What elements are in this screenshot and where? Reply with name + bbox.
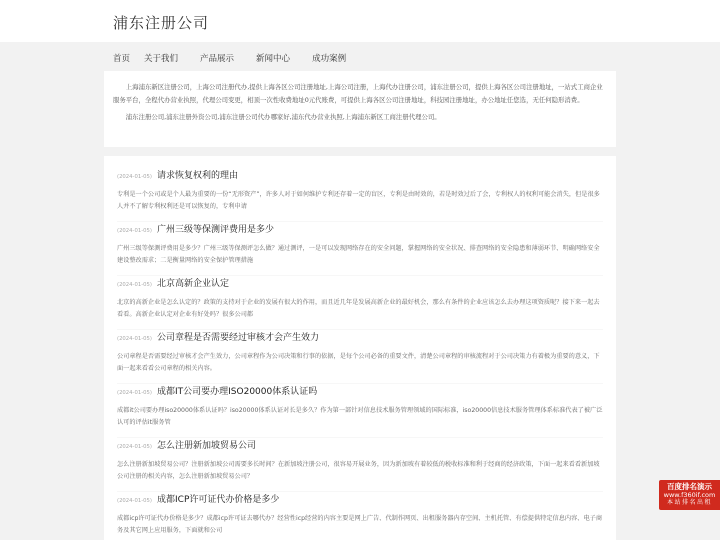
nav-home[interactable]: 首页 xyxy=(113,54,131,64)
article-date: (2024-01-05) xyxy=(117,444,152,450)
badge-line-3: 本站排名出租 xyxy=(666,499,712,506)
article-summary: 公司章程是否需要经过审核才会产生效力，公司章程作为公司决策和行事的依据，是每个公司必备的重要文件，清楚公司章程的审核流程对于公司决策力有着极为重要的意义，下面一起来看看公司章程的相关内容。 xyxy=(117,353,600,372)
article-date: (2024-01-05) xyxy=(117,498,152,504)
article-title-link[interactable]: 怎么注册新加坡贸易公司 xyxy=(157,441,257,451)
badge-url: www.f360if.com xyxy=(663,491,716,499)
article-summary: 成都icp许可证代办价格是多少？成都icp许可证去哪代办？经营性icp经营的内容主要是网上广告、代制作网页、出租服务器内存空间、主机托管、有偿提供特定信息内容、电子商务及其它网上应用服务，下面就和公司 xyxy=(117,515,603,534)
article-date: (2024-01-05) xyxy=(117,228,152,234)
header-bar xyxy=(0,0,720,42)
article-title-link[interactable]: 北京高新企业认定 xyxy=(157,279,230,289)
article-title-link[interactable]: 公司章程是否需要经过审核才会产生效力 xyxy=(157,333,320,343)
intro-paragraph: 上海浦东新区注册公司，上海公司注册代办,提供上海各区公司注册地址,上海公司注册，上海代办注册公司，浦东注册公司，提供上海各区公司注册地址，一站式工商企业服务平台，全程代办营业执照，代理公司变更，相顶一次性收费地址0元代账费，可提供上海各区公司注册地址，科技园注册地址，办公地址任您选，无任何隐形消费。 xyxy=(113,83,603,104)
article-title-link[interactable]: 请求恢复权利的理由 xyxy=(157,171,239,181)
nav-cases[interactable]: 成功案例 xyxy=(312,54,347,64)
article-title-link[interactable]: 广州三级等保测评费用是多少 xyxy=(157,225,275,235)
intro-keywords: 浦东注册公司,浦东注册外资公司,浦东注册公司代办哪家好,浦东代办营业执照,上海浦东新区工商注册代理公司。 xyxy=(125,113,441,121)
article-summary: 北京的高新企业是怎么认定的？政策的支持对于企业的发展有很大的作用，而且近几年是发展高新企业的最好机会，那么有条件的企业应该怎么去办理这项资质呢？接下来一起去看看。高新企业认定对企业有好处吗？很多公司都 xyxy=(117,299,600,318)
list-item xyxy=(117,384,603,438)
article-title-link[interactable]: 成都ICP许可证代办价格是多少 xyxy=(157,495,280,505)
list-item xyxy=(117,438,603,492)
nav-products[interactable]: 产品展示 xyxy=(200,54,235,64)
main-nav xyxy=(113,52,368,64)
article-list xyxy=(104,156,616,540)
article-summary: 专利是一个公司或是个人最为重要的一份“无形资产”，许多人对于如何维护专利还存着一定的盲区，专利是由时效的，若是时效过后了会，专利权人的权利可能会消失，但是很多人并不了解专利权利还是可以恢复的，专利申请 xyxy=(117,191,600,210)
ranking-ad-badge[interactable] xyxy=(659,480,720,510)
list-item xyxy=(117,168,603,222)
list-item xyxy=(117,492,603,540)
article-summary: 广州三级等保测评费用是多少？广州三级等保测评怎么做？通过测评，一是可以发现网络存在的安全问题，掌握网络的安全状况、排查网络的安全隐患和薄弱环节、明确网络安全建设整改需求；二是衡量网络的安全保护管理措施 xyxy=(117,245,600,264)
article-date: (2024-01-05) xyxy=(117,390,152,396)
list-item xyxy=(117,330,603,384)
nav-about[interactable]: 关于我们 xyxy=(144,54,179,64)
badge-line-1: 百度排名演示 xyxy=(667,482,712,491)
nav-news[interactable]: 新闻中心 xyxy=(256,54,291,64)
article-date: (2024-01-05) xyxy=(117,282,152,288)
list-item xyxy=(117,276,603,330)
article-summary: 成都it公司要办理iso20000体系认证吗？iso20000体系认证对长是多久？作为第一部针对信息技术服务管理领域的国际标准，iso20000信息技术服务管理体系标准代表了被广泛认可的评估it服务管 xyxy=(117,407,603,426)
site-title[interactable]: 浦东注册公司 xyxy=(113,14,210,32)
article-summary: 怎么注册新加坡贸易公司？注册新加坡公司需要多长时间？在新加坡注册公司，很容易开展业务，因为新加坡有着较低的税收标准和利于经商的经济政策，下面一起来看看新加坡公司注册的相关内容，怎么注册新加坡贸易公司？ xyxy=(117,461,600,480)
article-date: (2024-01-05) xyxy=(117,336,152,342)
article-title-link[interactable]: 成都IT公司要办理ISO20000体系认证吗 xyxy=(157,387,318,397)
list-item xyxy=(117,222,603,276)
article-date: (2024-01-05) xyxy=(117,174,152,180)
intro-panel xyxy=(104,71,616,147)
